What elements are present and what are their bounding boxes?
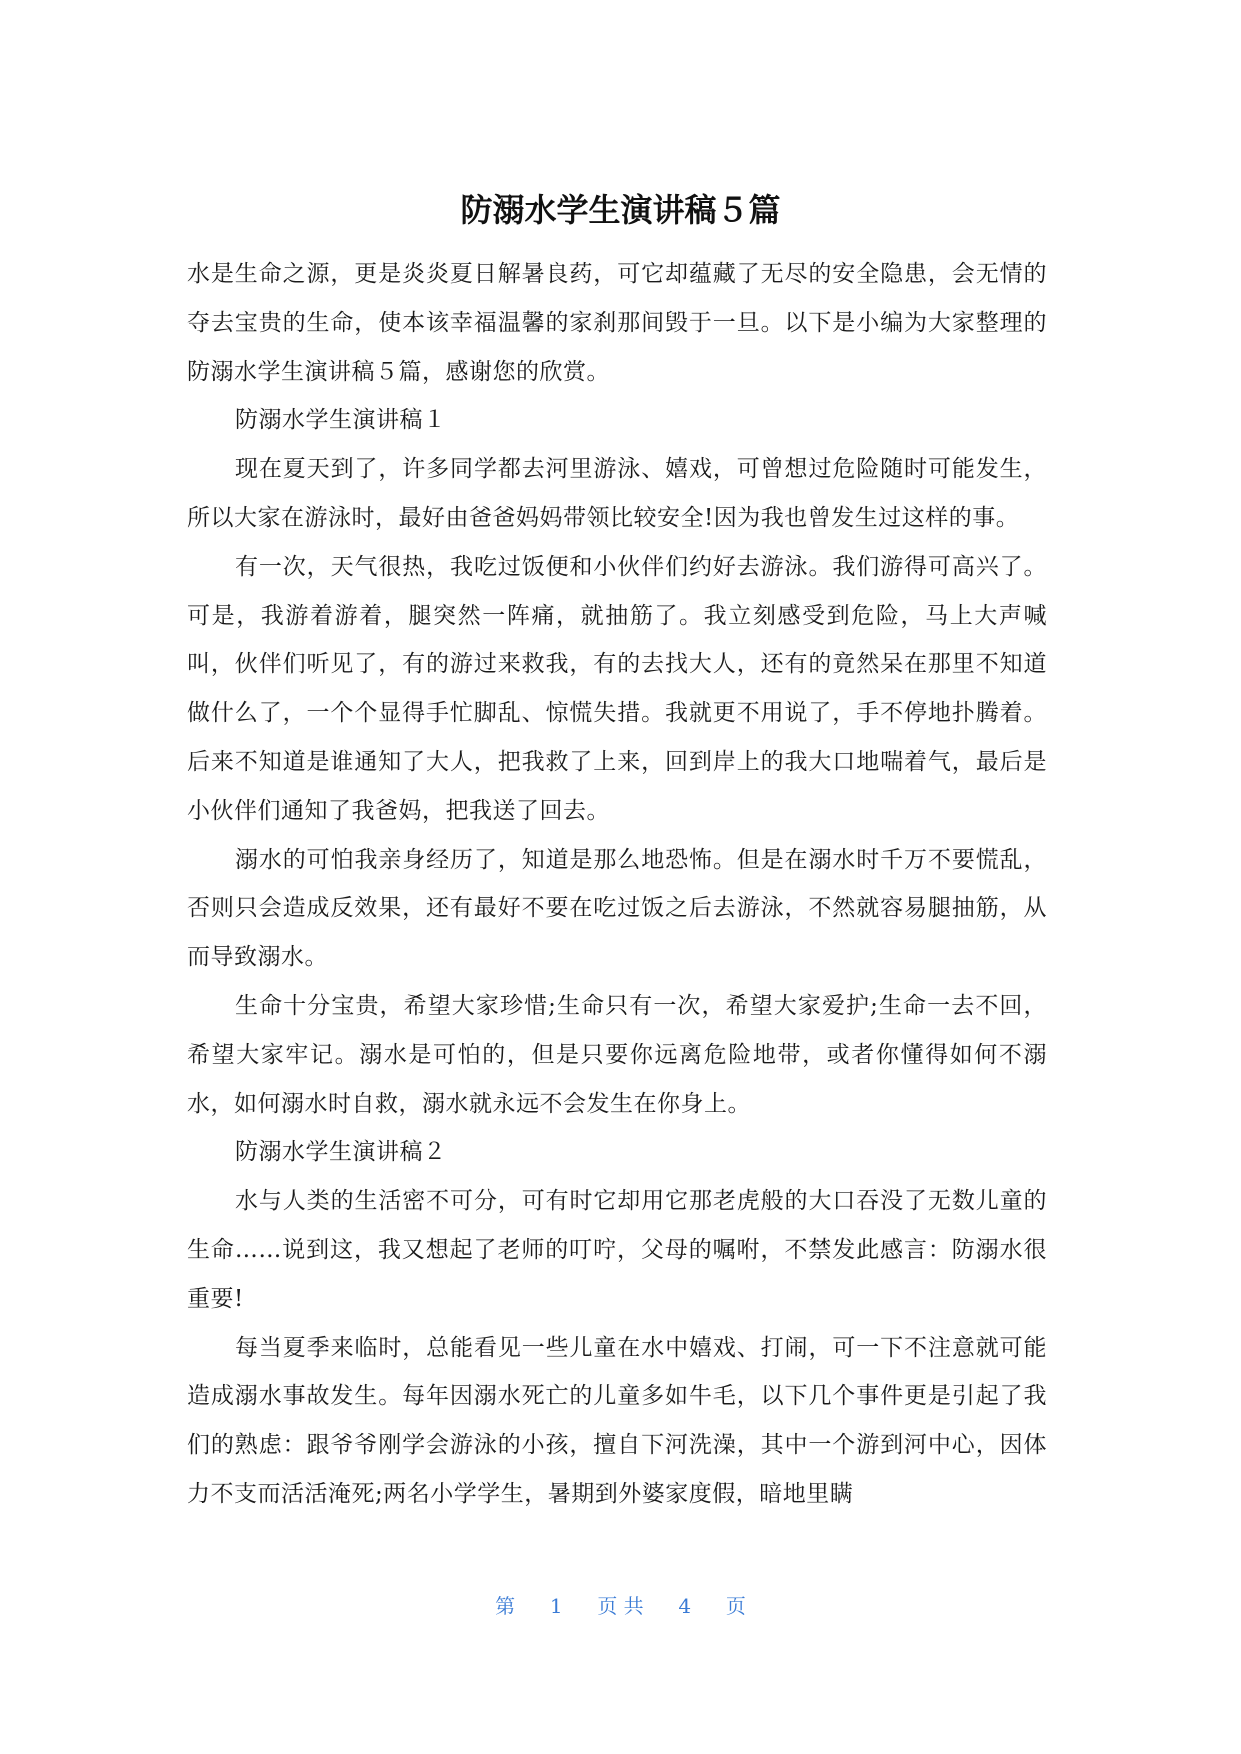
document-title: 防溺水学生演讲稿５篇 [460,191,781,229]
footer-label-page: 第 [495,1594,516,1618]
section-heading-2: 防溺水学生演讲稿２ [235,1139,447,1166]
document-body [187,250,1047,1519]
footer-total-pages: 4 [678,1594,692,1618]
body-paragraph: 溺水的可怕我亲身经历了，知道是那么地恐怖。但是在溺水时千万不要慌乱，否则只会造成反效果，还有最好不要在吃过饭之后去游泳，不然就容易腿抽筋，从而导致溺水。 [187,846,1047,971]
intro-paragraph: 水是生命之源，更是炎炎夏日解暑良药，可它却蕴藏了无尽的安全隐患，会无情的夺去宝贵的生命，使本该幸福温馨的家刹那间毁于一旦。以下是小编为大家整理的防溺水学生演讲稿５篇，感谢您的欣赏。 [187,261,1047,385]
footer-current-page: 1 [549,1594,563,1618]
body-paragraph: 现在夏天到了，许多同学都去河里游泳、嬉戏，可曾想过危险随时可能发生，所以大家在游泳时，最好由爸爸妈妈带领比较安全!因为我也曾发生过这样的事。 [187,456,1047,531]
page-footer [0,1592,1241,1620]
body-paragraph: 生命十分宝贵，希望大家珍惜;生命只有一次，希望大家爱护;生命一去不回，希望大家牢记。溺水是可怕的，但是只要你远离危险地带，或者你懂得如何不溺水，如何溺水时自救，溺水就永远不会发生在你身上。 [187,992,1047,1117]
body-paragraph: 水与人类的生活密不可分，可有时它却用它那老虎般的大口吞没了无数儿童的生命……说到这，我又想起了老师的叮咛，父母的嘱咐，不禁发此感言：防溺水很重要! [187,1188,1047,1312]
footer-label-page-of: 页 共 [597,1594,644,1618]
section-heading-1: 防溺水学生演讲稿１ [235,407,447,434]
body-paragraph: 有一次，天气很热，我吃过饭便和小伙伴们约好去游泳。我们游得可高兴了。可是，我游着游着，腿突然一阵痛，就抽筋了。我立刻感受到危险，马上大声喊叫，伙伴们听见了，有的游过来救我，有的去找大人，还有的竟然呆在那里不知道做什么了，一个个显得手忙脚乱、惊慌失措。我就更不用说了，手不停地扑腾着。后来不知道是谁通知了大人，把我救了上来，回到岸上的我大口地喘着气，最后是小伙伴们通知了我爸妈，把我送了回去。 [187,553,1047,824]
body-paragraph: 每当夏季来临时，总能看见一些儿童在水中嬉戏、打闹，可一下不注意就可能造成溺水事故发生。每年因溺水死亡的儿童多如牛毛，以下几个事件更是引起了我们的熟虑：跟爷爷刚学会游泳的小孩，擅自下河洗澡，其中一个游到河中心，因体力不支而活活淹死;两名小学学生，暑期到外婆家度假，暗地里瞒 [187,1334,1047,1507]
footer-label-pages: 页 [725,1594,746,1618]
